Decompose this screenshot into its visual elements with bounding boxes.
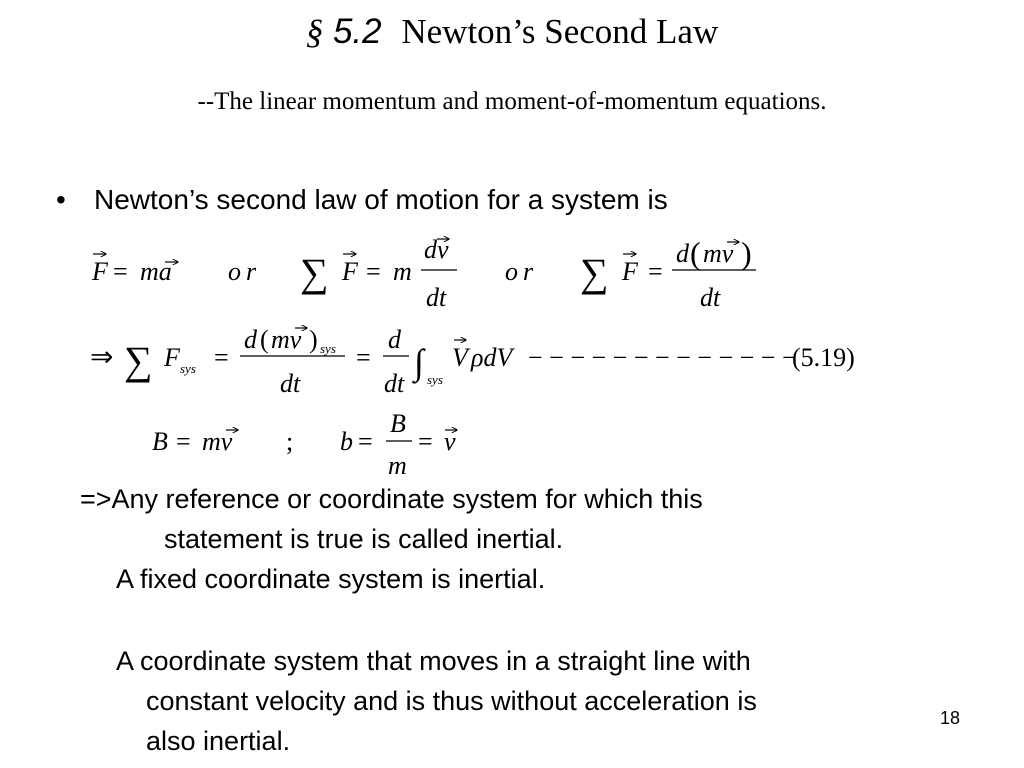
svg-text:⇒: ⇒	[90, 342, 114, 373]
note-line-2: statement is true is called inertial.	[164, 524, 564, 554]
svg-text:∫: ∫	[414, 342, 424, 382]
slide-subtitle: --The linear momentum and moment-of-momentum equations.	[197, 88, 827, 115]
svg-text:∑: ∑	[580, 250, 609, 295]
equation-label: (5.19)	[792, 343, 855, 372]
svg-text:sys: sys	[320, 341, 336, 356]
svg-text:∑: ∑	[300, 250, 329, 295]
title-text: Newton’s Second Law	[401, 12, 719, 51]
svg-text:F: F	[164, 343, 180, 372]
svg-text:=: =	[113, 257, 128, 286]
svg-text:d: d	[244, 325, 257, 354]
svg-text:m: m	[393, 257, 412, 286]
equation-sum-f-d-mv-dt	[580, 235, 756, 312]
equation-5-19	[90, 325, 515, 398]
note-line-6: also inertial.	[146, 726, 291, 756]
svg-text:∑: ∑	[124, 338, 153, 383]
equation-dashes: − − − − − − − − − − − − −	[528, 343, 797, 372]
svg-text:=: =	[358, 427, 373, 456]
note-line-3: A fixed coordinate system is inertial.	[116, 564, 546, 594]
note-line-4: A coordinate system that moves in a straight line with	[116, 646, 751, 676]
equation-b-mv	[152, 427, 238, 456]
svg-text:(: (	[260, 325, 269, 354]
bullet-text: Newton’s second law of motion for a system is	[94, 184, 668, 215]
svg-text:v: v	[444, 427, 456, 456]
svg-text:): )	[309, 325, 318, 354]
svg-text:=: =	[366, 257, 381, 286]
svg-text:sys: sys	[180, 361, 196, 376]
svg-text:dt: dt	[280, 369, 301, 398]
svg-text:=: =	[418, 427, 433, 456]
svg-text:dt: dt	[426, 283, 447, 312]
equation-b-B-over-m	[340, 409, 457, 480]
svg-text:=: =	[176, 427, 191, 456]
or-text-2: or	[505, 257, 539, 286]
svg-text:dv: dv	[424, 235, 449, 264]
svg-text:F: F	[622, 257, 638, 286]
or-text-1: or	[228, 257, 262, 286]
equation-semicolon: ;	[286, 427, 294, 456]
svg-text:d: d	[676, 239, 689, 268]
svg-text:mv: mv	[202, 427, 233, 456]
svg-text:m: m	[388, 451, 407, 480]
section-number: 5.2	[332, 12, 382, 51]
svg-text:ma: ma	[140, 257, 172, 286]
note-line-5: constant velocity and is thus without acceleration is	[146, 686, 757, 716]
svg-text:=: =	[648, 257, 663, 286]
svg-text:dt: dt	[700, 283, 721, 312]
note-line-1: =>Any reference or coordinate system for which this	[80, 484, 703, 514]
svg-text:=: =	[214, 343, 229, 372]
svg-text:F: F	[92, 257, 108, 286]
svg-text:d: d	[388, 325, 401, 354]
page-number: 18	[940, 708, 961, 728]
svg-text:(: (	[690, 235, 701, 271]
svg-text:B: B	[390, 409, 406, 438]
svg-text:): )	[741, 235, 752, 271]
equation-sum-f-m-dv-dt	[300, 235, 457, 312]
svg-text:ρdV: ρdV	[471, 343, 513, 372]
svg-text:B: B	[152, 427, 168, 456]
svg-text:sys: sys	[427, 372, 443, 387]
section-symbol: §	[305, 12, 324, 51]
svg-text:b: b	[340, 427, 353, 456]
svg-text:V: V	[452, 343, 468, 372]
equation-f-equals-ma	[91, 254, 178, 286]
svg-text:F: F	[342, 257, 358, 286]
bullet-dot-icon: •	[56, 184, 66, 215]
svg-text:mv: mv	[271, 325, 302, 354]
svg-text:mv: mv	[703, 239, 734, 268]
svg-text:=: =	[356, 343, 371, 372]
svg-text:dt: dt	[384, 369, 405, 398]
